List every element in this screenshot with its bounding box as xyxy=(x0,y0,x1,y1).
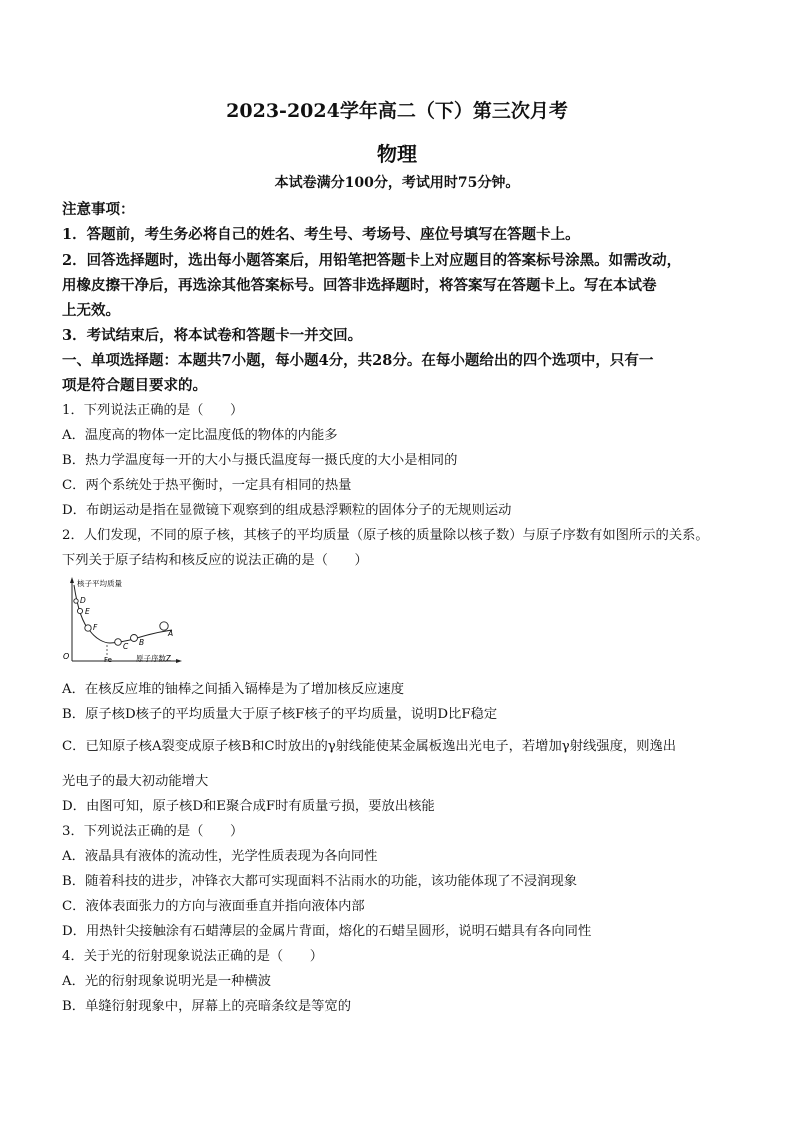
q3-option-a: A．液晶具有液体的流动性，光学性质表现为各向同性 xyxy=(62,849,378,864)
point-c xyxy=(115,639,122,646)
point-c-label: C xyxy=(123,642,129,651)
fe-label: Fe xyxy=(104,656,112,664)
q2-option-c-line-2: 光电子的最大初动能增大 xyxy=(62,774,209,789)
q3-option-b: B．随着科技的进步，冲锋衣大都可实现面料不沾雨水的功能，该功能体现了不浸润现象 xyxy=(62,874,578,889)
instruction-item-2-line-3: 上无效。 xyxy=(62,302,120,319)
y-axis-label: 核子平均质量 xyxy=(77,579,122,588)
q2-stem-line-2: 下列关于原子结构和核反应的说法正确的是（ ） xyxy=(62,553,368,568)
y-axis-arrow xyxy=(70,577,74,583)
instruction-item-2-line-1: 2．回答选择题时，选出每小题答案后，用铅笔把答题卡上对应题目的答案标号涂黑。如需改动， xyxy=(62,252,682,269)
point-f xyxy=(85,625,91,631)
x-axis-arrow xyxy=(176,659,182,663)
point-f-label: F xyxy=(93,623,98,632)
q2-option-a: A．在核反应堆的铀棒之间插入镉棒是为了增加核反应速度 xyxy=(62,682,405,697)
q1-option-b: B．热力学温度每一开的大小与摄氏温度每一摄氏度的大小是相同的 xyxy=(62,453,458,468)
section-1-heading-line-2: 项是符合题目要求的。 xyxy=(62,377,207,394)
q4-stem: 4．关于光的衍射现象说法正确的是（ ） xyxy=(62,949,324,964)
point-a-label: A xyxy=(168,629,174,638)
q3-option-c: C．液体表面张力的方向与液面垂直并指向液体内部 xyxy=(62,899,365,914)
q1-stem: 1．下列说法正确的是（ ） xyxy=(62,403,244,418)
q2-option-d: D．由图可知，原子核D和E聚合成F时有质量亏损，要放出核能 xyxy=(62,799,435,814)
x-axis-label: 原子序数Z xyxy=(136,654,172,663)
binding-mass-chart xyxy=(60,575,185,670)
instruction-item-3: 3．考试结束后，将本试卷和答题卡一并交回。 xyxy=(62,327,363,344)
origin-label: O xyxy=(63,652,70,661)
q1-option-c: C．两个系统处于热平衡时，一定具有相同的热量 xyxy=(62,478,352,493)
point-e xyxy=(77,608,82,613)
q2-option-b: B．原子核D核子的平均质量大于原子核F核子的平均质量，说明D比F稳定 xyxy=(62,707,498,722)
point-e-label: E xyxy=(85,607,90,616)
q4-option-a: A．光的衍射现象说明光是一种横波 xyxy=(62,974,272,989)
q2-stem-line-1: 2．人们发现，不同的原子核，其核子的平均质量（原子核的质量除以核子数）与原子序数有如图所示的关系。 xyxy=(62,528,709,543)
point-d xyxy=(74,599,78,603)
exam-title: 2023-2024学年高二（下）第三次月考 xyxy=(226,100,568,122)
instruction-item-1: 1．答题前，考生务必将自己的姓名、考生号、考场号、座位号填写在答题卡上。 xyxy=(62,226,580,243)
point-a xyxy=(160,622,168,630)
point-b-label: B xyxy=(139,638,145,647)
q4-option-b: B．单缝衍射现象中，屏幕上的亮暗条纹是等宽的 xyxy=(62,999,352,1014)
q1-option-a: A．温度高的物体一定比温度低的物体的内能多 xyxy=(62,428,338,443)
subject-title: 物理 xyxy=(377,142,417,166)
q2-option-c-line-1: C．已知原子核A裂变成原子核B和C时放出的γ射线能使某金属板逸出光电子，若增加γ射线强度，则逸出 xyxy=(62,739,677,754)
q1-option-d: D．布朗运动是指在显微镜下观察到的组成悬浮颗粒的固体分子的无规则运动 xyxy=(62,503,512,518)
q3-option-d: D．用热针尖接触涂有石蜡薄层的金属片背面，熔化的石蜡呈圆形，说明石蜡具有各向同性 xyxy=(62,924,592,939)
q3-stem: 3．下列说法正确的是（ ） xyxy=(62,824,244,839)
instructions-heading: 注意事项： xyxy=(62,201,135,218)
exam-note: 本试卷满分100分，考试用时75分钟。 xyxy=(274,175,520,191)
point-b xyxy=(131,635,138,642)
instruction-item-2-line-2: 用橡皮擦干净后，再选涂其他答案标号。回答非选择题时，将答案写在答题卡上。写在本试卷 xyxy=(62,277,657,294)
section-1-heading-line-1: 一、单项选择题：本题共7小题，每小题4分，共28分。在每小题给出的四个选项中，只有一 xyxy=(62,352,654,369)
point-d-label: D xyxy=(80,596,86,605)
